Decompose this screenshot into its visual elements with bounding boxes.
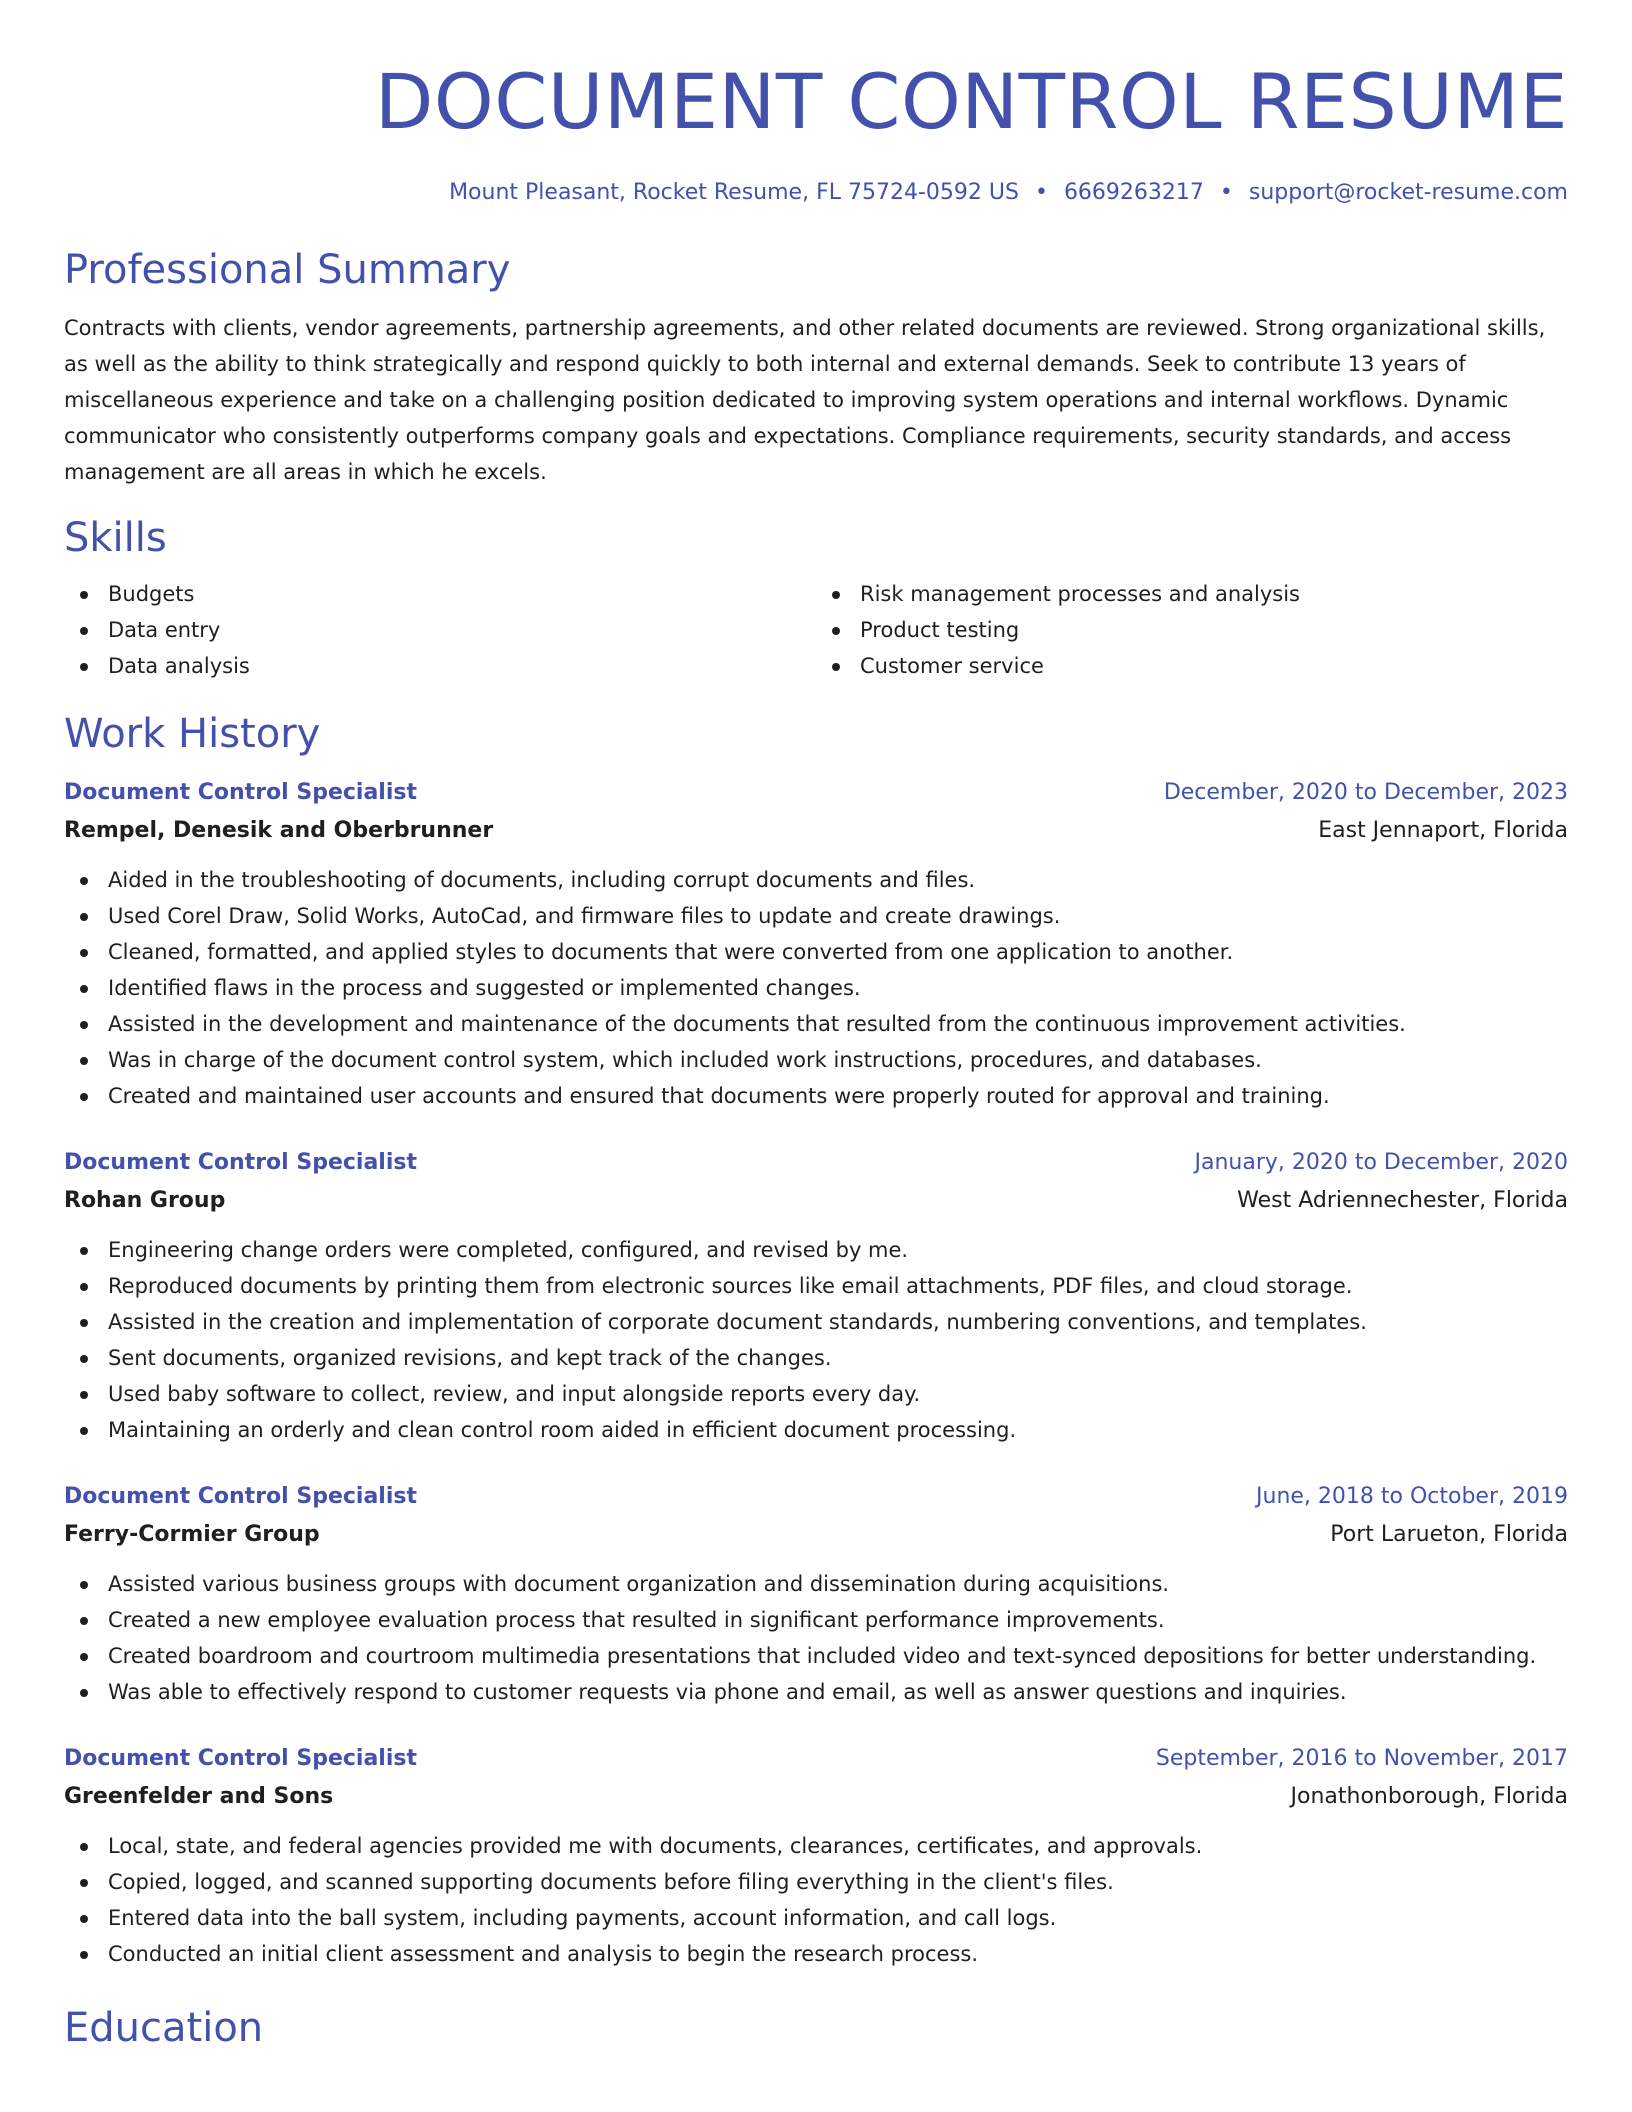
job-duties — [64, 862, 1568, 1114]
job-duty: Used Corel Draw, Solid Works, AutoCad, and firmware files to update and create drawings. — [64, 898, 1568, 934]
job-duty: Aided in the troubleshooting of documents, including corrupt documents and files. — [64, 862, 1568, 898]
skill-item: Data entry — [64, 612, 816, 648]
job-entry — [64, 1478, 1568, 1710]
job-company: Greenfelder and Sons — [64, 1784, 334, 1809]
skill-item: Budgets — [64, 576, 816, 612]
job-duty: Assisted in the development and maintenance of the documents that resulted from the continuous improvement activities. — [64, 1006, 1568, 1042]
skill-item: Data analysis — [64, 648, 816, 684]
job-duties — [64, 1828, 1568, 1972]
skills-heading: Skills — [64, 515, 167, 561]
job-entry — [64, 1144, 1568, 1448]
job-title: Document Control Specialist — [64, 1746, 417, 1771]
job-dates: January, 2020 to December, 2020 — [1194, 1150, 1568, 1175]
contact-email: support@rocket-resume.com — [1248, 180, 1568, 205]
education-heading: Education — [64, 2005, 264, 2051]
job-dates: September, 2016 to November, 2017 — [1155, 1746, 1568, 1771]
job-title: Document Control Specialist — [64, 1484, 417, 1509]
job-duty: Local, state, and federal agencies provided me with documents, clearances, certificates, and approvals. — [64, 1828, 1568, 1864]
job-company: Ferry-Cormier Group — [64, 1522, 320, 1547]
contact-separator: • — [1034, 180, 1048, 205]
job-duty: Created and maintained user accounts and ensured that documents were properly routed for approval and training. — [64, 1078, 1568, 1114]
job-duty: Assisted various business groups with document organization and dissemination during acquisitions. — [64, 1566, 1568, 1602]
job-location: Jonathonborough, Florida — [1290, 1784, 1568, 1809]
job-duty: Created boardroom and courtroom multimedia presentations that included video and text-synced depositions for better understanding. — [64, 1638, 1568, 1674]
job-duty: Cleaned, formatted, and applied styles to documents that were converted from one application to another. — [64, 934, 1568, 970]
job-duty: Identified flaws in the process and suggested or implemented changes. — [64, 970, 1568, 1006]
contact-phone: 6669263217 — [1063, 180, 1204, 205]
job-duty: Assisted in the creation and implementation of corporate document standards, numbering conventions, and templates. — [64, 1304, 1568, 1340]
skills-list — [64, 576, 1568, 684]
skill-item: Product testing — [816, 612, 1568, 648]
job-duty: Engineering change orders were completed, configured, and revised by me. — [64, 1232, 1568, 1268]
job-company: Rempel, Denesik and Oberbrunner — [64, 818, 494, 843]
job-dates: June, 2018 to October, 2019 — [1256, 1484, 1568, 1509]
job-entry — [64, 1740, 1568, 1972]
skills-column-left — [64, 576, 816, 684]
job-duty: Reproduced documents by printing them from electronic sources like email attachments, PDF files, and cloud storage. — [64, 1268, 1568, 1304]
skills-column-right — [816, 576, 1568, 684]
job-title: Document Control Specialist — [64, 1150, 417, 1175]
job-title: Document Control Specialist — [64, 780, 417, 805]
job-duty: Maintaining an orderly and clean control room aided in efficient document processing. — [64, 1412, 1568, 1448]
job-location: East Jennaport, Florida — [1318, 818, 1568, 843]
work-history-heading: Work History — [64, 711, 321, 757]
job-location: West Adriennechester, Florida — [1237, 1188, 1568, 1213]
job-duty: Used baby software to collect, review, and input alongside reports every day. — [64, 1376, 1568, 1412]
contact-address: Mount Pleasant, Rocket Resume, FL 75724-0592 US — [449, 180, 1019, 205]
job-duty: Was in charge of the document control system, which included work instructions, procedures, and databases. — [64, 1042, 1568, 1078]
job-company: Rohan Group — [64, 1188, 226, 1213]
contact-separator: • — [1219, 180, 1233, 205]
skill-item: Customer service — [816, 648, 1568, 684]
job-duty: Entered data into the ball system, including payments, account information, and call logs. — [64, 1900, 1568, 1936]
job-duty: Was able to effectively respond to customer requests via phone and email, as well as answer questions and inquiries. — [64, 1674, 1568, 1710]
summary-text: Contracts with clients, vendor agreements, partnership agreements, and other related documents are reviewed. Strong organizational skills, as well as the ability to think strategically and respond quickly to both internal and external demands. Seek to contribute 13 years of miscellaneous experience and take on a challenging position dedicated to improving system operations and internal workflows. Dynamic communicator who consistently outperforms company goals and expectations. Compliance requirements, security standards, and access management are all areas in which he excels. — [64, 316, 1546, 484]
job-duty: Created a new employee evaluation process that resulted in significant performance improvements. — [64, 1602, 1568, 1638]
skill-item: Risk management processes and analysis — [816, 576, 1568, 612]
job-duties — [64, 1566, 1568, 1710]
job-location: Port Larueton, Florida — [1330, 1522, 1568, 1547]
job-duty: Sent documents, organized revisions, and kept track of the changes. — [64, 1340, 1568, 1376]
summary-heading: Professional Summary — [64, 247, 511, 293]
job-dates: December, 2020 to December, 2023 — [1163, 780, 1568, 805]
job-entry — [64, 774, 1568, 1114]
job-duties — [64, 1232, 1568, 1448]
document-title: DOCUMENT CONTROL RESUME — [374, 57, 1568, 146]
contact-line — [64, 178, 1568, 208]
job-duty: Conducted an initial client assessment and analysis to begin the research process. — [64, 1936, 1568, 1972]
job-duty: Copied, logged, and scanned supporting documents before filing everything in the client's files. — [64, 1864, 1568, 1900]
